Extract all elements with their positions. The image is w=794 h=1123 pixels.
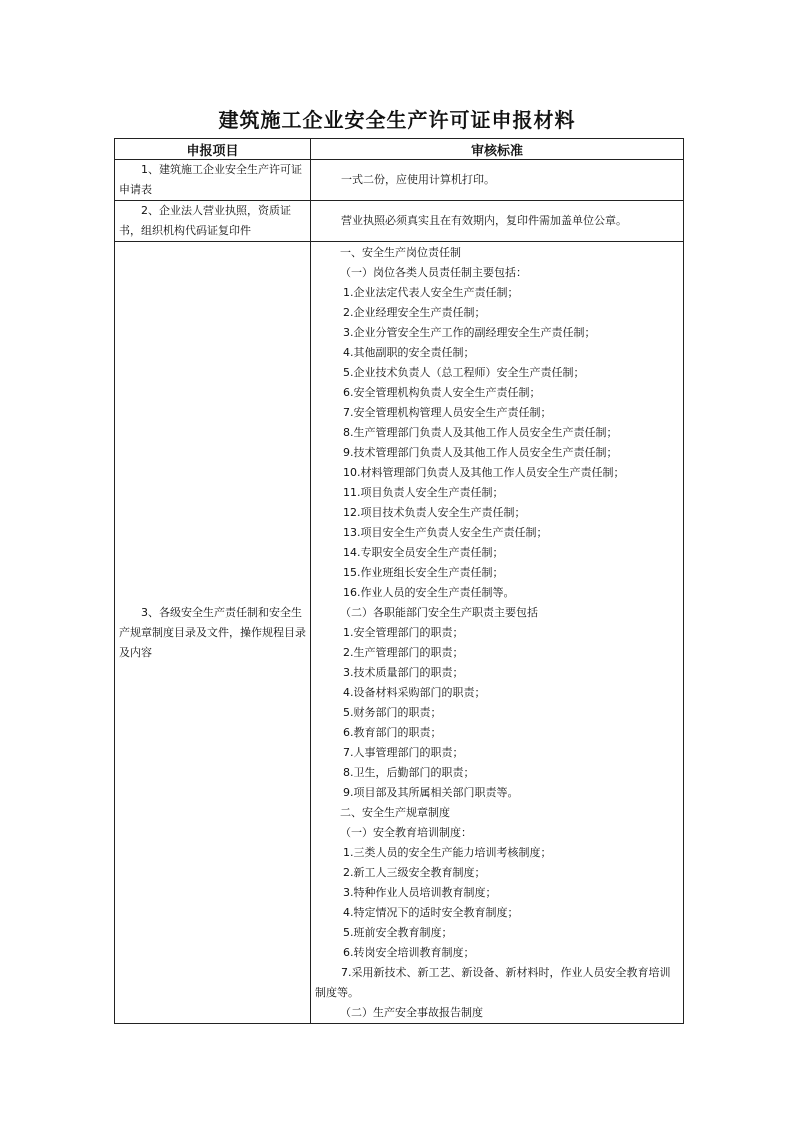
list-item: 2.生产管理部门的职责； bbox=[343, 646, 464, 659]
section-heading: 一、安全生产岗位责任制 bbox=[340, 246, 461, 259]
list-item: 4.其他副职的安全责任制； bbox=[343, 346, 475, 359]
header-application-item: 申报项目 bbox=[115, 139, 311, 160]
standard-cell bbox=[311, 160, 684, 201]
list-item: 7.采用新技术、新工艺、新设备、新材料时，作业人员安全教育培训制度等。 bbox=[315, 966, 671, 999]
list-item: 5.企业技术负责人（总工程师）安全生产责任制； bbox=[343, 366, 585, 379]
list-item: 3.特种作业人员培训教育制度； bbox=[343, 886, 497, 899]
list-item: 11.项目负责人安全生产责任制； bbox=[343, 486, 504, 499]
standard-cell bbox=[311, 201, 684, 242]
list-item: 3.技术质量部门的职责； bbox=[343, 666, 464, 679]
list-item: 14.专职安全员安全生产责任制； bbox=[343, 546, 504, 559]
list-item: 5.财务部门的职责； bbox=[343, 706, 442, 719]
standard-text: 一式二份，应使用计算机打印。 bbox=[341, 173, 495, 186]
list-item: 2.企业经理安全生产责任制； bbox=[343, 306, 486, 319]
list-item: 7.安全管理机构管理人员安全生产责任制； bbox=[343, 406, 552, 419]
list-item: 4.设备材料采购部门的职责； bbox=[343, 686, 486, 699]
list-item: 1.企业法定代表人安全生产责任制； bbox=[343, 286, 519, 299]
list-item: 8.生产管理部门负责人及其他工作人员安全生产责任制； bbox=[343, 426, 618, 439]
list-item: 12.项目技术负责人安全生产责任制； bbox=[343, 506, 526, 519]
subsection-heading: （一）安全教育培训制度： bbox=[340, 826, 472, 839]
application-materials-table bbox=[114, 138, 684, 1024]
item-cell bbox=[115, 160, 311, 201]
standard-cell bbox=[311, 242, 684, 1024]
table-header-row bbox=[115, 139, 684, 160]
list-item: 2.新工人三级安全教育制度； bbox=[343, 866, 486, 879]
list-item: 1.安全管理部门的职责； bbox=[343, 626, 464, 639]
subsection-heading: （二）各职能部门安全生产职责主要包括 bbox=[340, 606, 538, 619]
header-review-standard: 审核标准 bbox=[311, 139, 684, 160]
table-row bbox=[115, 201, 684, 242]
item-cell bbox=[115, 242, 311, 1024]
document-title: 建筑施工企业安全生产许可证申报材料 bbox=[218, 108, 576, 132]
standard-text: 营业执照必须真实且在有效期内，复印件需加盖单位公章。 bbox=[341, 214, 627, 227]
list-item: 15.作业班组长安全生产责任制； bbox=[343, 566, 504, 579]
item-text: 1、建筑施工企业安全生产许可证申请表 bbox=[119, 163, 302, 196]
table-row bbox=[115, 242, 684, 1024]
list-item: 3.企业分管安全生产工作的副经理安全生产责任制； bbox=[343, 326, 596, 339]
table-row bbox=[115, 160, 684, 201]
list-item: 13.项目安全生产负责人安全生产责任制； bbox=[343, 526, 548, 539]
list-item: 9.项目部及其所属相关部门职责等。 bbox=[343, 786, 519, 799]
subsection-heading: （二）生产安全事故报告制度 bbox=[340, 1006, 483, 1019]
section-heading: 二、安全生产规章制度 bbox=[340, 806, 450, 819]
list-item: 9.技术管理部门负责人及其他工作人员安全生产责任制； bbox=[343, 446, 618, 459]
item-cell bbox=[115, 201, 311, 242]
list-item: 7.人事管理部门的职责； bbox=[343, 746, 464, 759]
list-item: 6.安全管理机构负责人安全生产责任制； bbox=[343, 386, 541, 399]
list-item: 6.教育部门的职责； bbox=[343, 726, 442, 739]
list-item: 1.三类人员的安全生产能力培训考核制度； bbox=[343, 846, 552, 859]
item-text: 2、企业法人营业执照，资质证书，组织机构代码证复印件 bbox=[119, 204, 291, 237]
list-item: 16.作业人员的安全生产责任制等。 bbox=[343, 586, 515, 599]
list-item: 8.卫生，后勤部门的职责； bbox=[343, 766, 475, 779]
item-text: 3、各级安全生产责任制和安全生产规章制度目录及文件，操作规程目录及内容 bbox=[119, 605, 306, 659]
list-item: 5.班前安全教育制度； bbox=[343, 926, 453, 939]
list-item: 10.材料管理部门负责人及其他工作人员安全生产责任制； bbox=[343, 466, 625, 479]
subsection-heading: （一）岗位各类人员责任制主要包括： bbox=[340, 266, 527, 279]
list-item: 6.转岗安全培训教育制度； bbox=[343, 946, 475, 959]
list-item: 4.特定情况下的适时安全教育制度； bbox=[343, 906, 519, 919]
